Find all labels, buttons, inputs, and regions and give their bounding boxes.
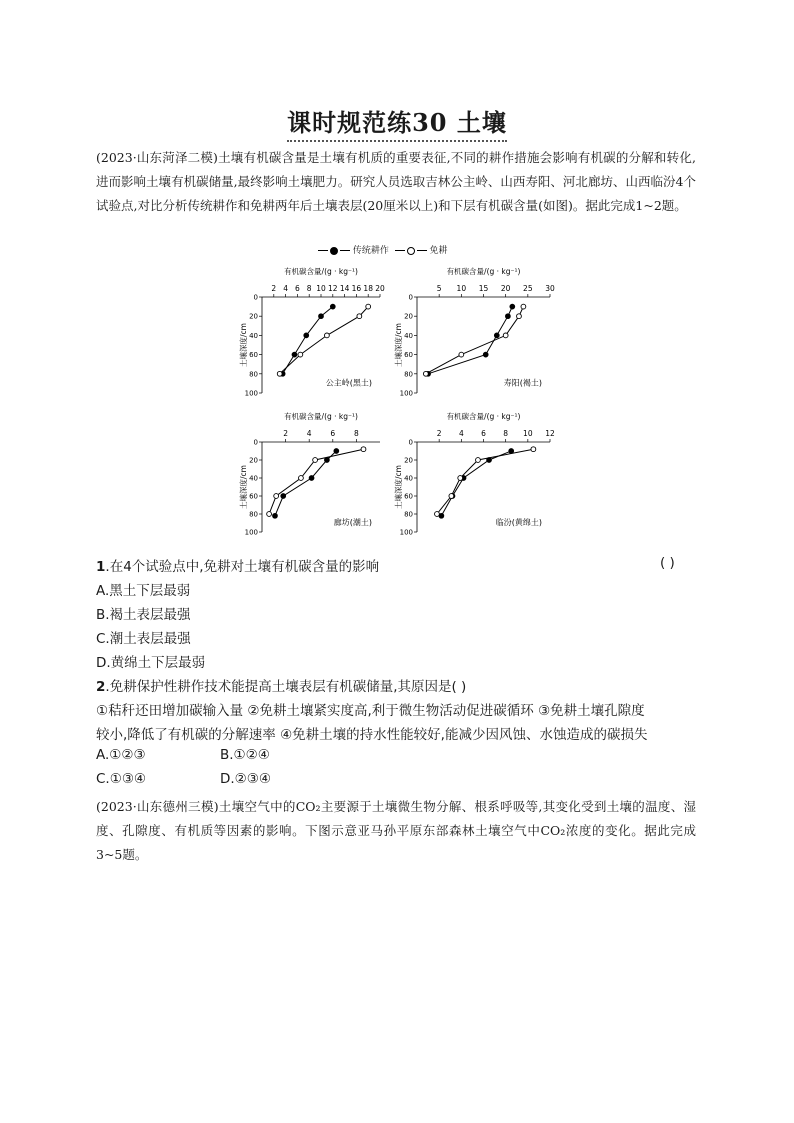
point-notill xyxy=(449,494,454,499)
y-axis-title: 土壤深度/cm xyxy=(239,465,248,509)
chart-linfen xyxy=(395,410,560,545)
point-notill xyxy=(531,447,536,452)
point-notill xyxy=(366,304,371,309)
y-tick-label: 40 xyxy=(404,331,413,340)
point-traditional xyxy=(330,304,335,309)
y-tick-label: 0 xyxy=(408,293,413,302)
point-traditional xyxy=(510,304,515,309)
point-notill xyxy=(298,352,303,357)
point-notill xyxy=(274,494,279,499)
q2-items-line-2: 较小,降低了有机碳的分解速率 ④免耕土壤的持水性能较好,能减少因风蚀、水蚀造成的碳损失 xyxy=(96,727,648,743)
y-tick-label: 60 xyxy=(404,351,413,360)
chart-langfang xyxy=(240,410,390,545)
point-notill xyxy=(459,352,464,357)
point-traditional xyxy=(505,314,510,319)
x-tick-label: 14 xyxy=(339,284,350,293)
point-traditional xyxy=(509,449,514,454)
y-tick-label: 0 xyxy=(253,293,258,302)
y-tick-label: 80 xyxy=(249,370,258,379)
x-tick-label: 6 xyxy=(295,284,300,293)
q2-option-b: B.①②④ xyxy=(220,747,270,763)
point-notill xyxy=(325,333,330,338)
x-axis-title: 有机碳含量/(g · kg⁻¹) xyxy=(284,412,358,421)
y-tick-label: 0 xyxy=(253,438,258,447)
q2-option-a: A.①②③ xyxy=(96,747,146,763)
x-tick-label: 10 xyxy=(456,284,467,293)
site-label: 临汾(黄绵土) xyxy=(495,517,542,527)
y-tick-label: 40 xyxy=(249,331,258,340)
series-line-notill xyxy=(280,307,369,374)
q2-items-line-1: ①秸秆还田增加碳输入量 ②免耕土壤紧实度高,利于微生物活动促进碳循环 ③免耕土壤孔隙度 xyxy=(96,703,645,719)
y-tick-label: 20 xyxy=(249,312,258,321)
intro-paragraph-1: (2023·山东菏泽二模)土壤有机碳含量是土壤有机质的重要表征,不同的耕作措施会影响有机碳的分解和转化,进而影响土壤有机碳储量,最终影响土壤肥力。研究人员选取吉林公主岭、山西寿阳、河北廊坊、山西临汾4个试验点,对比分析传统耕作和免耕两年后土壤表层(20厘米以上)和下层有机碳含量(如图)。据此完成1~2题。 xyxy=(96,150,696,213)
x-tick-label: 20 xyxy=(500,284,511,293)
y-axis-title: 土壤深度/cm xyxy=(394,323,403,367)
x-tick-label: 2 xyxy=(436,429,442,438)
x-tick-label: 30 xyxy=(545,284,555,293)
x-tick-label: 18 xyxy=(363,284,373,293)
point-notill xyxy=(423,371,428,376)
site-label: 公主岭(黑土) xyxy=(325,378,372,388)
x-axis-title: 有机碳含量/(g · kg⁻¹) xyxy=(446,412,521,421)
y-tick-label: 80 xyxy=(249,510,258,519)
y-tick-label: 20 xyxy=(404,312,413,321)
point-traditional xyxy=(273,513,278,518)
x-tick-label: 2 xyxy=(271,284,277,293)
x-tick-label: 12 xyxy=(545,429,555,438)
point-traditional xyxy=(281,494,286,499)
y-tick-label: 20 xyxy=(249,456,258,465)
point-notill xyxy=(458,476,463,481)
x-tick-label: 8 xyxy=(306,284,312,293)
x-tick-label: 8 xyxy=(354,429,359,438)
point-traditional xyxy=(325,458,330,463)
y-tick-label: 60 xyxy=(404,492,413,501)
point-notill xyxy=(435,512,440,517)
x-axis-title: 有机碳含量/(g · kg⁻¹) xyxy=(284,267,358,276)
q1-option-d: D.黄绵土下层最弱 xyxy=(96,655,206,671)
question-2-stem: 2.免耕保护性耕作技术能提高土壤表层有机碳储量,其原因是( ) xyxy=(96,679,467,695)
point-traditional xyxy=(494,333,499,338)
site-label: 廊坊(潮土) xyxy=(333,517,372,527)
y-tick-label: 60 xyxy=(249,492,258,501)
x-tick-label: 15 xyxy=(478,284,489,293)
y-tick-label: 80 xyxy=(404,370,413,379)
q2-option-c: C.①③④ xyxy=(96,771,147,787)
y-tick-label: 100 xyxy=(399,389,413,398)
point-traditional xyxy=(309,476,314,481)
point-notill xyxy=(267,512,272,517)
intro-paragraph-2: (2023·山东德州三模)土壤空气中的CO₂主要源于土壤微生物分解、根系呼吸等,其变化受到土壤的温度、湿度、孔隙度、有机质等因素的影响。下图示意亚马孙平原东部森林土壤空气中CO₂浓度的变化。据此完成3~5题。 xyxy=(96,799,696,862)
point-notill xyxy=(476,458,481,463)
answer-blank-1: ( ) xyxy=(660,555,675,571)
point-traditional xyxy=(483,352,488,357)
legend-traditional: 传统耕作 xyxy=(352,246,389,256)
x-tick-label: 8 xyxy=(503,429,509,438)
y-tick-label: 40 xyxy=(249,474,258,483)
y-axis-title: 土壤深度/cm xyxy=(239,323,248,367)
y-tick-label: 40 xyxy=(404,474,413,483)
x-tick-label: 4 xyxy=(283,284,288,293)
point-traditional xyxy=(319,314,324,319)
x-tick-label: 6 xyxy=(481,429,486,438)
q1-option-a: A.黑土下层最弱 xyxy=(96,583,191,599)
x-tick-label: 12 xyxy=(328,284,338,293)
point-traditional xyxy=(292,352,297,357)
x-tick-label: 20 xyxy=(375,284,385,293)
y-tick-label: 100 xyxy=(244,389,258,398)
x-tick-label: 25 xyxy=(523,284,533,293)
point-notill xyxy=(299,476,304,481)
y-tick-label: 100 xyxy=(244,528,258,537)
series-line-traditional xyxy=(428,307,512,374)
chart-gongzhuling xyxy=(240,265,390,405)
page-title: 课时规范练30 土壤 xyxy=(0,103,794,142)
y-tick-label: 80 xyxy=(404,510,413,519)
y-tick-label: 20 xyxy=(404,456,413,465)
question-1-stem: 1.在4个试验点中,免耕对土壤有机碳含量的影响 xyxy=(96,559,380,575)
open-dot-icon xyxy=(407,247,415,255)
point-notill xyxy=(503,333,508,338)
q2-option-d: D.②③④ xyxy=(220,771,271,787)
x-tick-label: 16 xyxy=(351,284,362,293)
y-tick-label: 0 xyxy=(408,438,413,447)
chart-shouyang xyxy=(395,265,560,405)
point-notill xyxy=(361,447,366,452)
site-label: 寿阳(褐土) xyxy=(503,378,542,388)
q1-option-b: B.褐土表层最强 xyxy=(96,607,191,623)
point-notill xyxy=(313,458,318,463)
y-tick-label: 60 xyxy=(249,351,258,360)
point-traditional xyxy=(334,449,339,454)
x-tick-label: 10 xyxy=(523,429,533,438)
x-tick-label: 10 xyxy=(316,284,326,293)
x-axis-title: 有机碳含量/(g · kg⁻¹) xyxy=(446,267,521,276)
point-notill xyxy=(357,314,362,319)
x-tick-label: 6 xyxy=(330,429,336,438)
point-traditional xyxy=(304,333,309,338)
y-tick-label: 100 xyxy=(399,528,413,537)
legend-notill: 免耕 xyxy=(429,246,448,256)
y-axis-title: 土壤深度/cm xyxy=(394,465,403,509)
x-tick-label: 2 xyxy=(283,429,288,438)
x-tick-label: 4 xyxy=(306,429,312,438)
x-tick-label: 4 xyxy=(458,429,464,438)
x-tick-label: 5 xyxy=(436,284,442,293)
filled-dot-icon xyxy=(330,247,338,255)
series-line-notill xyxy=(437,449,533,514)
point-notill xyxy=(277,371,282,376)
point-notill xyxy=(521,304,526,309)
chart-legend xyxy=(318,243,448,256)
q1-option-c: C.潮土表层最强 xyxy=(96,631,191,647)
point-notill xyxy=(517,314,522,319)
